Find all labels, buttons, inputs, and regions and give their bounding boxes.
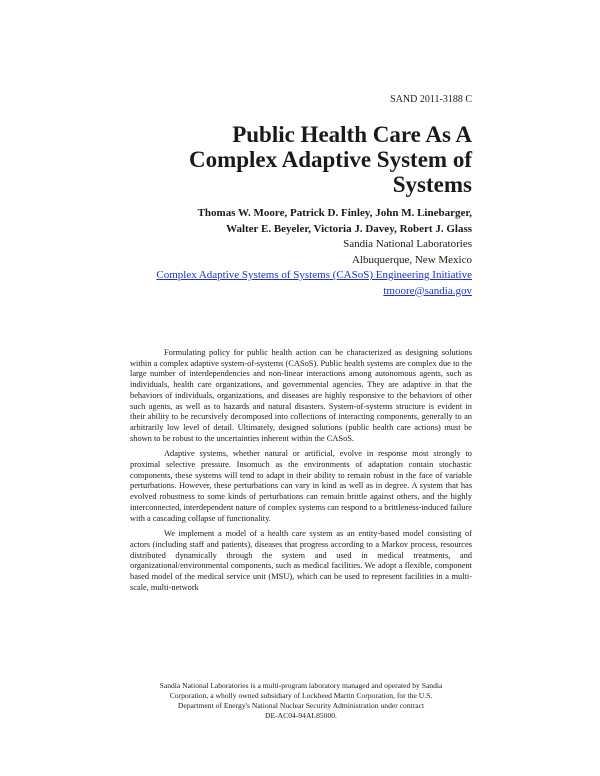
footnote-line: Sandia National Laboratories is a multi-program laboratory managed and operated by Sandia xyxy=(159,681,443,690)
funding-footnote xyxy=(130,681,472,721)
location: Albuquerque, New Mexico xyxy=(351,253,472,266)
affiliation: Sandia National Laboratories xyxy=(343,238,472,250)
abstract-paragraph: Adaptive systems, whether natural or artificial, evolve in response most strongly to proximal selective pressure. Insomuch as the environments of adaptation contain stochastic components, these systems will tend to adapt in their ability to remain robust in the face of variable perturbations. However, these perturbations can vary in kind as well as in degree. A system that has evolved robustness to some kinds of perturbations can remain brittle against others, and the highly interconnected, interdependent nature of complex systems can respond to a brittleness-induced failure with a cascading collapse of functionality. xyxy=(130,449,472,523)
author-block xyxy=(52,206,472,299)
initiative-link[interactable]: Complex Adaptive Systems of Systems (CASoS) Engineering Initiative xyxy=(156,269,472,281)
title-line-2: Complex Adaptive System of xyxy=(188,147,472,172)
footnote-line: Corporation, a wholly owned subsidiary of Lockheed Martin Corporation, for the U.S. xyxy=(169,691,433,700)
abstract-paragraph: We implement a model of a health care system as an entity-based model consisting of actors (including staff and patients), diseases that progress according to a Markov process, resources distributed dynamically through the system and used in medical treatments, and organizational/environmental components, such as medical facilities. We adopt a flexible, component based model of the medical service unit (MSU), which can be used to represent facilities in a multi-scale, multi-network xyxy=(130,529,472,592)
report-number: SAND 2011-3188 C xyxy=(390,94,472,105)
abstract-paragraph: Formulating policy for public health action can be characterized as designing solutions within a complex adaptive system-of-systems (CASoS). Public health systems are complex due to the large number of interdependencies and non-linear interactions among autonomous agents, such as individuals, health care organizations, and governmental agencies. They are adaptive in that the behaviors of individuals, organizations, and diseases are highly responsive to the behaviors of other such agents, as well as to hazards and natural disasters. System-of-systems structure is evident in their ability to be recursively decomposed into collections of interacting components, generally to an arbitrarily low level of detail. Ultimately, designed solutions (public health care actions) must be shown to be robust to the uncertainties inherent within the CASoS. xyxy=(130,348,472,443)
footnote-line: Department of Energy's National Nuclear Security Administration under contract xyxy=(177,701,425,710)
author-names-line-2: Walter E. Beyeler, Victoria J. Davey, Robert J. Glass xyxy=(226,222,472,235)
title-line-3: Systems xyxy=(392,172,472,197)
footnote-line: DE-AC04-94AL85000. xyxy=(265,711,337,720)
paper-title xyxy=(92,122,472,197)
abstract-body xyxy=(130,348,472,598)
title-line-1: Public Health Care As A xyxy=(232,122,472,147)
email-link[interactable]: tmoore@sandia.gov xyxy=(383,284,472,297)
author-names-line-1: Thomas W. Moore, Patrick D. Finley, John M. Linebarger, xyxy=(197,207,472,219)
